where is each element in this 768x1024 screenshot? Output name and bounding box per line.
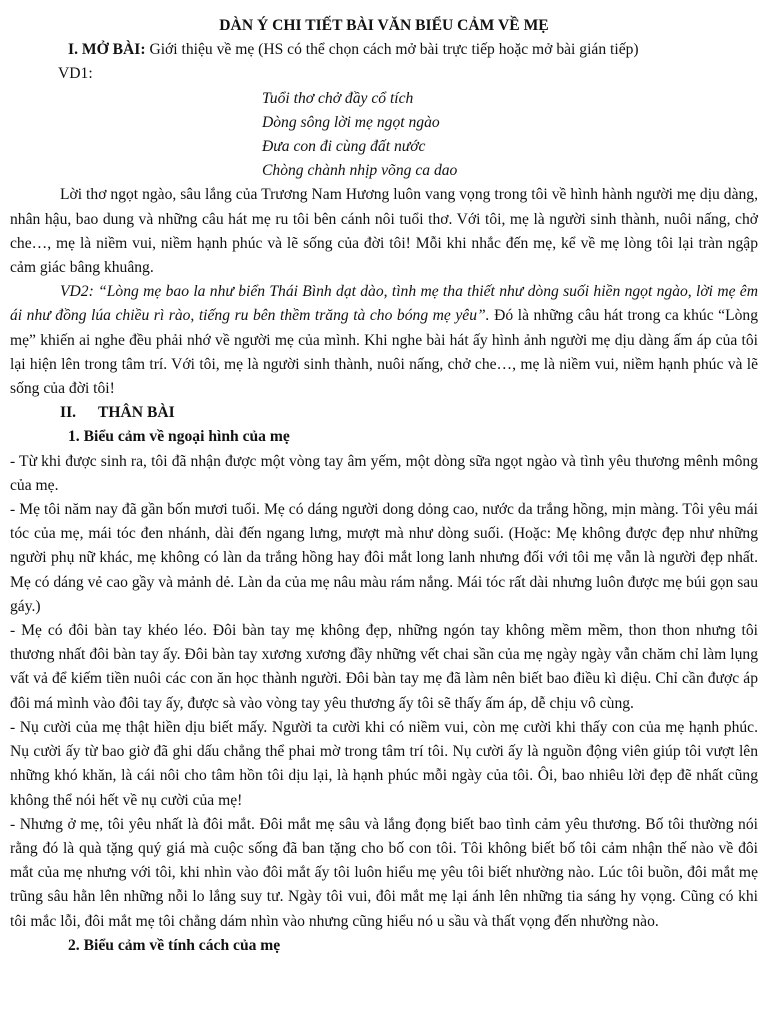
section-1-heading: 1. Biểu cảm về ngoại hình của mẹ: [68, 428, 290, 446]
intro-heading-label: I. MỞ BÀI:: [68, 41, 146, 59]
body-paragraph: - Nụ cười của mẹ thật hiền dịu biết mấy. Người ta cười khi có niềm vui, còn mẹ cười khi thấy con của mẹ hạnh phúc. Nụ cười ấy từ bao giờ đã ghi dấu chẳng thể phai mờ trong tâm trí tôi. Nụ cười ấy là nguồn động viên giúp tôi vượt lên những khó khăn, là cái nôi cho tâm hồn tôi dịu lại, là hạnh phúc mỗi ngày của tôi. Ôi, bao nhiêu lời đẹp đẽ nhất cũng không thể nói hết về nụ cười của mẹ!: [10, 718, 758, 809]
body-paragraph: - Nhưng ở mẹ, tôi yêu nhất là đôi mắt. Đôi mắt mẹ sâu và lắng đọng biết bao tình cảm yêu thương. Bố tôi thường nói rằng đó là quà tặng quý giá mà cuộc sống đã ban tặng cho bố con tôi. Tôi không biết bố tôi cảm nhận thế nào về đôi mắt của mẹ nhưng với tôi, khi nhìn vào đôi mắt ấy tôi luôn hiểu mẹ yêu tôi biết nhường nào. Lúc tôi buồn, đôi mắt mẹ trũng sâu hằn lên những nỗi lo lắng suy tư. Ngày tôi vui, đôi mắt mẹ lại ánh lên những tia sáng hy vọng. Cũng có khi tôi mắc lỗi, đôi mắt mẹ tôi chẳng dám nhìn vào nhưng cũng hiểu nó u sầu và thất vọng đến nhường nào.: [10, 815, 758, 930]
example-2-text: Đó là những câu hát trong ca khúc “Lòng mẹ” khiến ai nghe đều phải nhớ về người mẹ của mình. Khi nghe bài hát ấy hình ảnh người mẹ dịu dàng ấm áp của tôi lại hiện lên trong tâm trí. Với tôi, mẹ là người sinh thành, nuôi nấng, chở che…, mẹ là niềm vui, niềm hạnh phúc và lẽ sống của đời tôi!: [10, 307, 758, 398]
body-heading: [10, 401, 758, 425]
document-title: DÀN Ý CHI TIẾT BÀI VĂN BIỂU CẢM VỀ MẸ: [219, 17, 549, 34]
poem-line: Tuổi thơ chở đầy cổ tích: [262, 89, 414, 107]
poem-line: Dòng sông lời mẹ ngọt ngào: [262, 113, 440, 131]
poem-block: [10, 87, 758, 184]
example-1-paragraph: Lời thơ ngọt ngào, sâu lắng của Trương Nam Hương luôn vang vọng trong tôi về hình hành người mẹ dịu dàng, nhân hậu, bao dung và những câu hát mẹ ru tôi bên cánh nôi tuổi thơ. Với tôi, mẹ là người sinh thành, nuôi nấng, chở che…, mẹ là niềm vui, niềm hạnh phúc và lẽ sống của đời tôi! Mỗi khi nhắc đến mẹ, kể về mẹ lòng tôi lại tràn ngập cảm giác bâng khuâng.: [10, 186, 758, 277]
section-2-heading: 2. Biểu cảm về tính cách của mẹ: [68, 936, 281, 954]
example-1-label: VD1:: [58, 65, 93, 83]
body-paragraph: - Từ khi được sinh ra, tôi đã nhận được một vòng tay âm yếm, một dòng sữa ngọt ngào và tình yêu thương mênh mông của mẹ.: [10, 452, 758, 494]
example-2-quote: VD2: “Lòng mẹ bao la như biển Thái Bình dạt dào, tình mẹ tha thiết như dòng suối hiền ngọt ngào, lời mẹ êm ái như đồng lúa chiều rì rào, tiếng ru bên thềm trăng tà cho bóng mẹ yêu”.: [10, 283, 758, 325]
intro-heading-text: Giới thiệu về mẹ (HS có thể chọn cách mở bài trực tiếp hoặc mở bài gián tiếp): [145, 41, 639, 59]
example-2-paragraph: [10, 280, 758, 401]
intro-heading-line: [10, 38, 758, 62]
body-paragraph: - Mẹ có đôi bàn tay khéo léo. Đôi bàn tay mẹ không đẹp, những ngón tay không mềm mềm, thon thon nhưng tôi thương nhất đôi bàn tay ấy. Đôi bàn tay xương xương đầy những vết chai sần của mẹ ngày ngày vẫn chăm chỉ làm lụng vất vả để kiếm tiền nuôi các con ăn học thành người. Đôi bàn tay mẹ đã làm nên biết bao điều kì diệu. Chỉ cần được áp đôi má mình vào đôi tay ấy, được sà vào vòng tay yêu thương ấy tôi sẽ thấy ấm áp, dễ chịu vô cùng.: [10, 622, 758, 712]
body-heading-label: THÂN BÀI: [98, 404, 175, 422]
poem-line: Chòng chành nhịp võng ca dao: [262, 162, 458, 180]
poem-line: Đưa con đi cùng đất nước: [262, 138, 426, 156]
body-paragraph: - Mẹ tôi năm nay đã gần bốn mươi tuổi. Mẹ có dáng người dong dỏng cao, nước da trắng hồng, mịn màng. Tôi yêu mái tóc của mẹ, mái tóc đen nhánh, dài đến ngang lưng, mượt mà như dòng suối. (Hoặc: Mẹ không được đẹp như những người phụ nữ khác, mẹ không có làn da trắng hồng hay đôi mắt long lanh nhưng đối với tôi mẹ vẫn là người đẹp nhất. Mẹ có dáng vẻ cao gầy và mảnh dẻ. Làn da của mẹ nâu màu rám nắng. Mái tóc rất dài nhưng luôn được mẹ búi gọn sau gáy.): [10, 501, 758, 615]
body-heading-number: II.: [60, 404, 77, 422]
